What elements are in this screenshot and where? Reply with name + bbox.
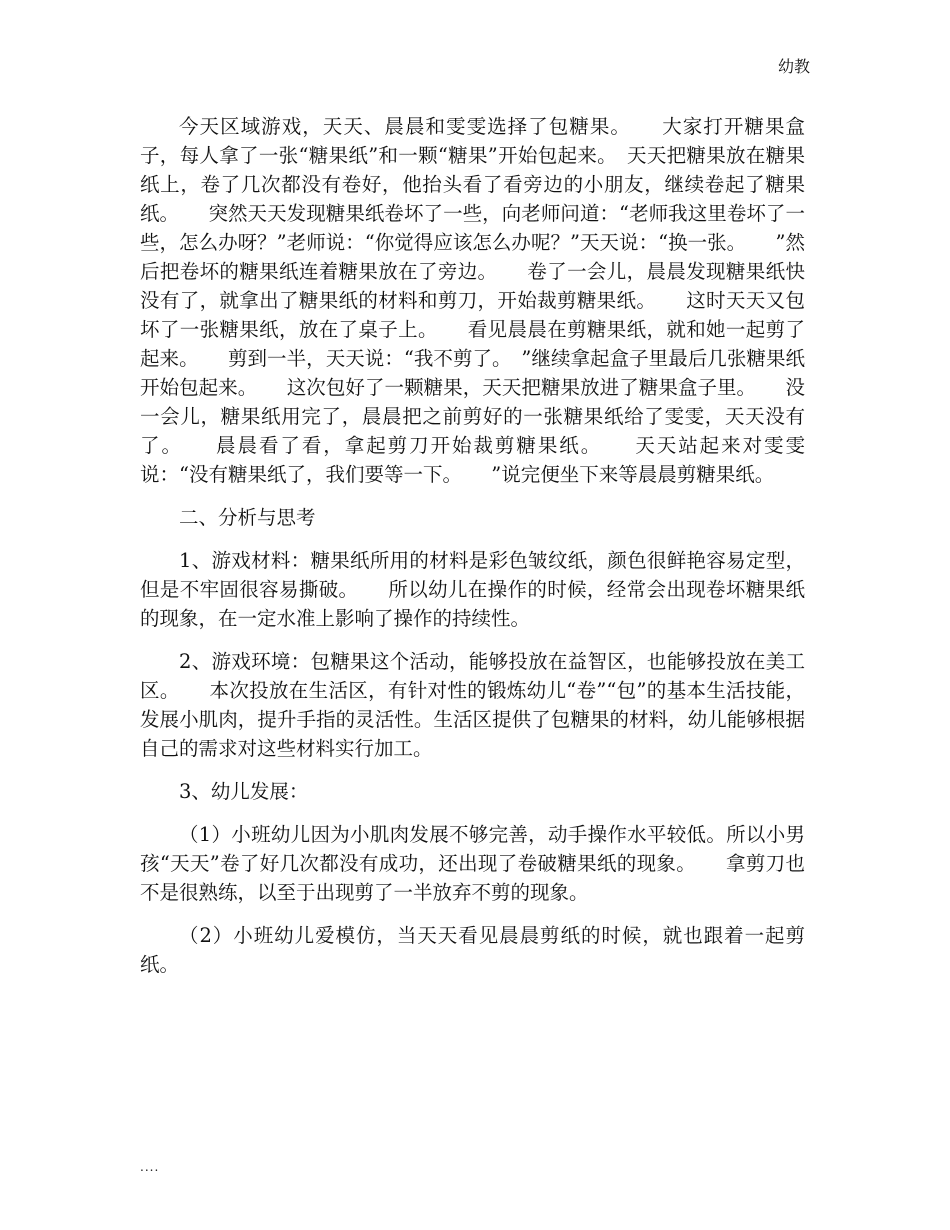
paragraph-game-environment: 2、游戏环境：包糖果这个活动，能够投放在益智区，也能够投放在美工区。 本次投放在生活区，有针对性的锻炼幼儿“卷”“包”的基本生活技能，发展小肌肉，提升手指的灵活性。生活区提供了包糖果的材料，幼儿能够根据自己的需求对这些材料实行加工。 [140, 650, 805, 760]
section-heading-analysis: 二、分析与思考 [179, 506, 316, 529]
paragraph-development-point-1: （1）小班幼儿因为小肌肉发展不够完善，动手操作水平较低。所以小男孩“天天”卷了好几次都没有成功，还出现了卷破糖果纸的现象。 拿剪刀也不是很熟练，以至于出现剪了一半放弃不剪的现象。 [140, 823, 805, 904]
page-header-label: 幼教 [777, 57, 810, 76]
subheading-child-development: 3、幼儿发展： [179, 780, 309, 803]
paragraph-game-materials: 1、游戏材料：糖果纸所用的材料是彩色皱纹纸，颜色很鲜艳容易定型，但是不牢固很容易撕破。 所以幼儿在操作的时候，经常会出现卷坏糖果纸的现象，在一定水准上影响了操作的持续性。 [140, 549, 805, 630]
paragraph-development-point-2: （2）小班幼儿爱模仿，当天天看见晨晨剪纸的时候，就也跟着一起剪纸。 [140, 924, 805, 976]
document-body [140, 112, 805, 993]
story-paragraph: 今天区域游戏，天天、晨晨和雯雯选择了包糖果。 大家打开糖果盒子，每人拿了一张“糖果纸”和一颗“糖果”开始包起来。 天天把糖果放在糖果纸上，卷了几次都没有卷好，他抬头看了看旁边的小朋友，继续卷起了糖果纸。 突然天天发现糖果纸卷坏了一些，向老师问道：“老师我这里卷坏了一些，怎么办呀？”老师说：“你觉得应该怎么办呢？”天天说：“换一张。 ”然后把卷坏的糖果纸连着糖果放在了旁边。 卷了一会儿，晨晨发现糖果纸快没有了，就拿出了糖果纸的材料和剪刀，开始裁剪糖果纸。 这时天天又包坏了一张糖果纸，放在了桌子上。 看见晨晨在剪糖果纸，就和她一起剪了起来。 剪到一半，天天说：“我不剪了。 ”继续拿起盒子里最后几张糖果纸开始包起来。 这次包好了一颗糖果，天天把糖果放进了糖果盒子里。 没一会儿，糖果纸用完了，晨晨把之前剪好的一张糖果纸给了雯雯，天天没有了。 晨晨看了看，拿起剪刀开始裁剪糖果纸。 天天站起来对雯雯说：“没有糖果纸了，我们要等一下。 ”说完便坐下来等晨晨剪糖果纸。 [140, 115, 805, 486]
page-footer-mark: .... [140, 1160, 160, 1174]
